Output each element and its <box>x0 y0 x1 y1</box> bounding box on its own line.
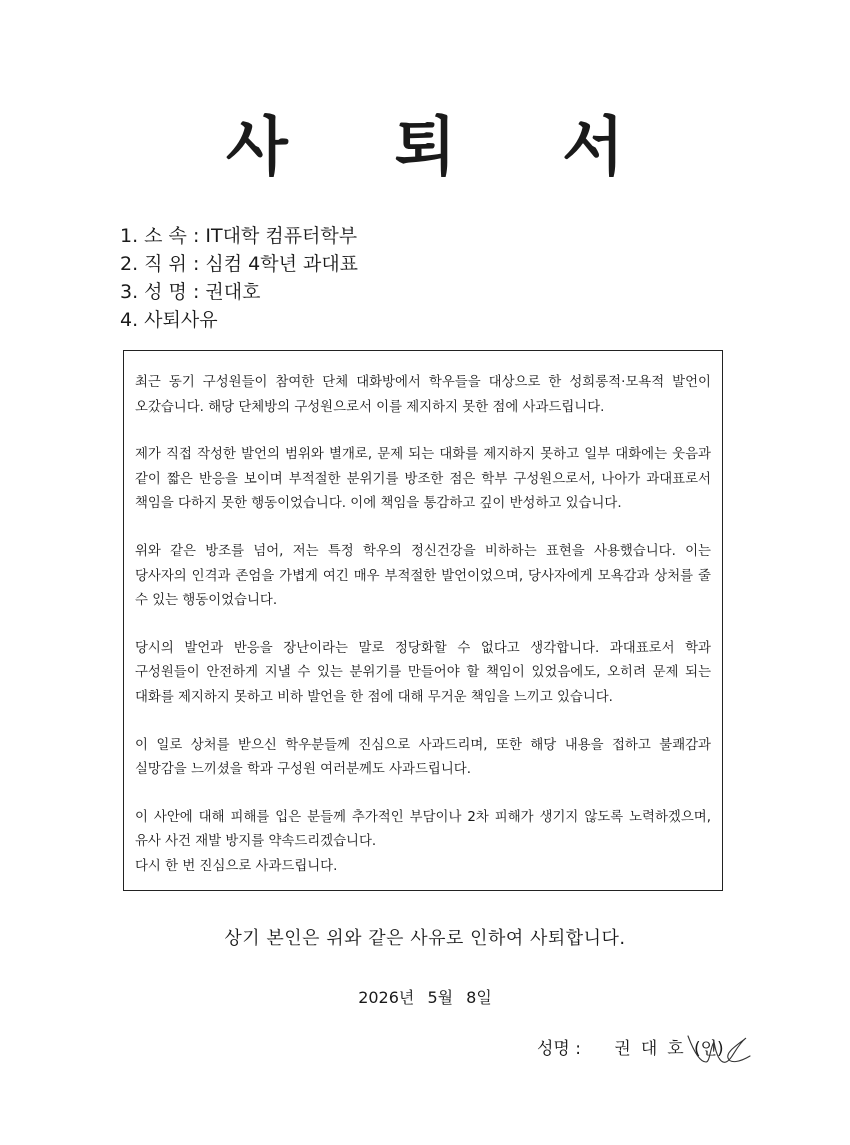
info-position: 2. 직 위 : 심컴 4학년 과대표 <box>120 253 359 275</box>
info-list <box>120 222 358 334</box>
info-name: 3. 성 명 : 권대호 <box>120 281 261 303</box>
document-title: 사 퇴 서 <box>225 111 667 185</box>
reason-paragraph-2: 제가 직접 작성한 발언의 범위와 별개로, 문제 되는 대화를 제지하지 못하고 일부 대화에는 웃음과 같이 짧은 반응을 보이며 부적절한 분위기를 방조한 점은 학부 구성원으로서, 나아가 과대표로서 책임을 다하지 못한 행동이었습니다. 이에 책임을 통감하고 깊이 반성하고 있습니다. <box>135 447 711 512</box>
signature-label: 성명 : <box>537 1039 581 1059</box>
reason-paragraph-3: 위와 같은 방조를 넘어, 저는 특정 학우의 정신건강을 비하하는 표현을 사용했습니다. 이는 당사자의 인격과 존엄을 가볍게 여긴 매우 부적절한 발언이었으며, 당사자에게 모욕감과 상처를 줄 수 있는 행동이었습니다. <box>135 543 711 609</box>
document-date: 2026년 5월 8일 <box>358 988 492 1007</box>
reason-box <box>123 350 723 891</box>
signature-seal <box>680 1028 760 1068</box>
reason-paragraph-4: 당시의 발언과 반응을 장난이라는 말로 정당화할 수 없다고 생각합니다. 과대표로서 학과 구성원들이 안전하게 지낼 수 있는 분위기를 만들어야 할 책임이 있었음에도, 오히려 문제 되는 대화를 제지하지 못하고 비하 발언을 한 점에 대해 무거운 책임을 느끼고 있습니다. <box>135 640 711 705</box>
reason-paragraph-1: 최근 동기 구성원들이 참여한 단체 대화방에서 학우들을 대상으로 한 성희롱적·모욕적 발언이 오갔습니다. 해당 단체방의 구성원으로서 이를 제지하지 못한 점에 사과드립니다. <box>135 375 711 415</box>
signature-name: 권대호 <box>614 1039 694 1059</box>
info-reason-heading: 4. 사퇴사유 <box>120 309 218 331</box>
seal-mark: (인) <box>694 1039 724 1059</box>
info-affiliation: 1. 소 속 : IT대학 컴퓨터학부 <box>120 225 358 247</box>
resignation-statement: 상기 본인은 위와 같은 사유로 인하여 사퇴합니다. <box>224 928 626 949</box>
closing-line: 다시 한 번 진심으로 사과드립니다. <box>135 858 338 874</box>
signature-line <box>537 1034 694 1059</box>
reason-paragraph-6: 이 사안에 대해 피해를 입은 분들께 추가적인 부담이나 2차 피해가 생기지 않도록 노력하겠으며, 유사 사건 재발 방지를 약속드리겠습니다. <box>135 809 711 850</box>
reason-paragraph-5: 이 일로 상처를 받으신 학우분들께 진심으로 사과드리며, 또한 해당 내용을 접하고 불쾌감과 실망감을 느끼셨을 학과 구성원 여러분께도 사과드립니다. <box>135 737 711 778</box>
